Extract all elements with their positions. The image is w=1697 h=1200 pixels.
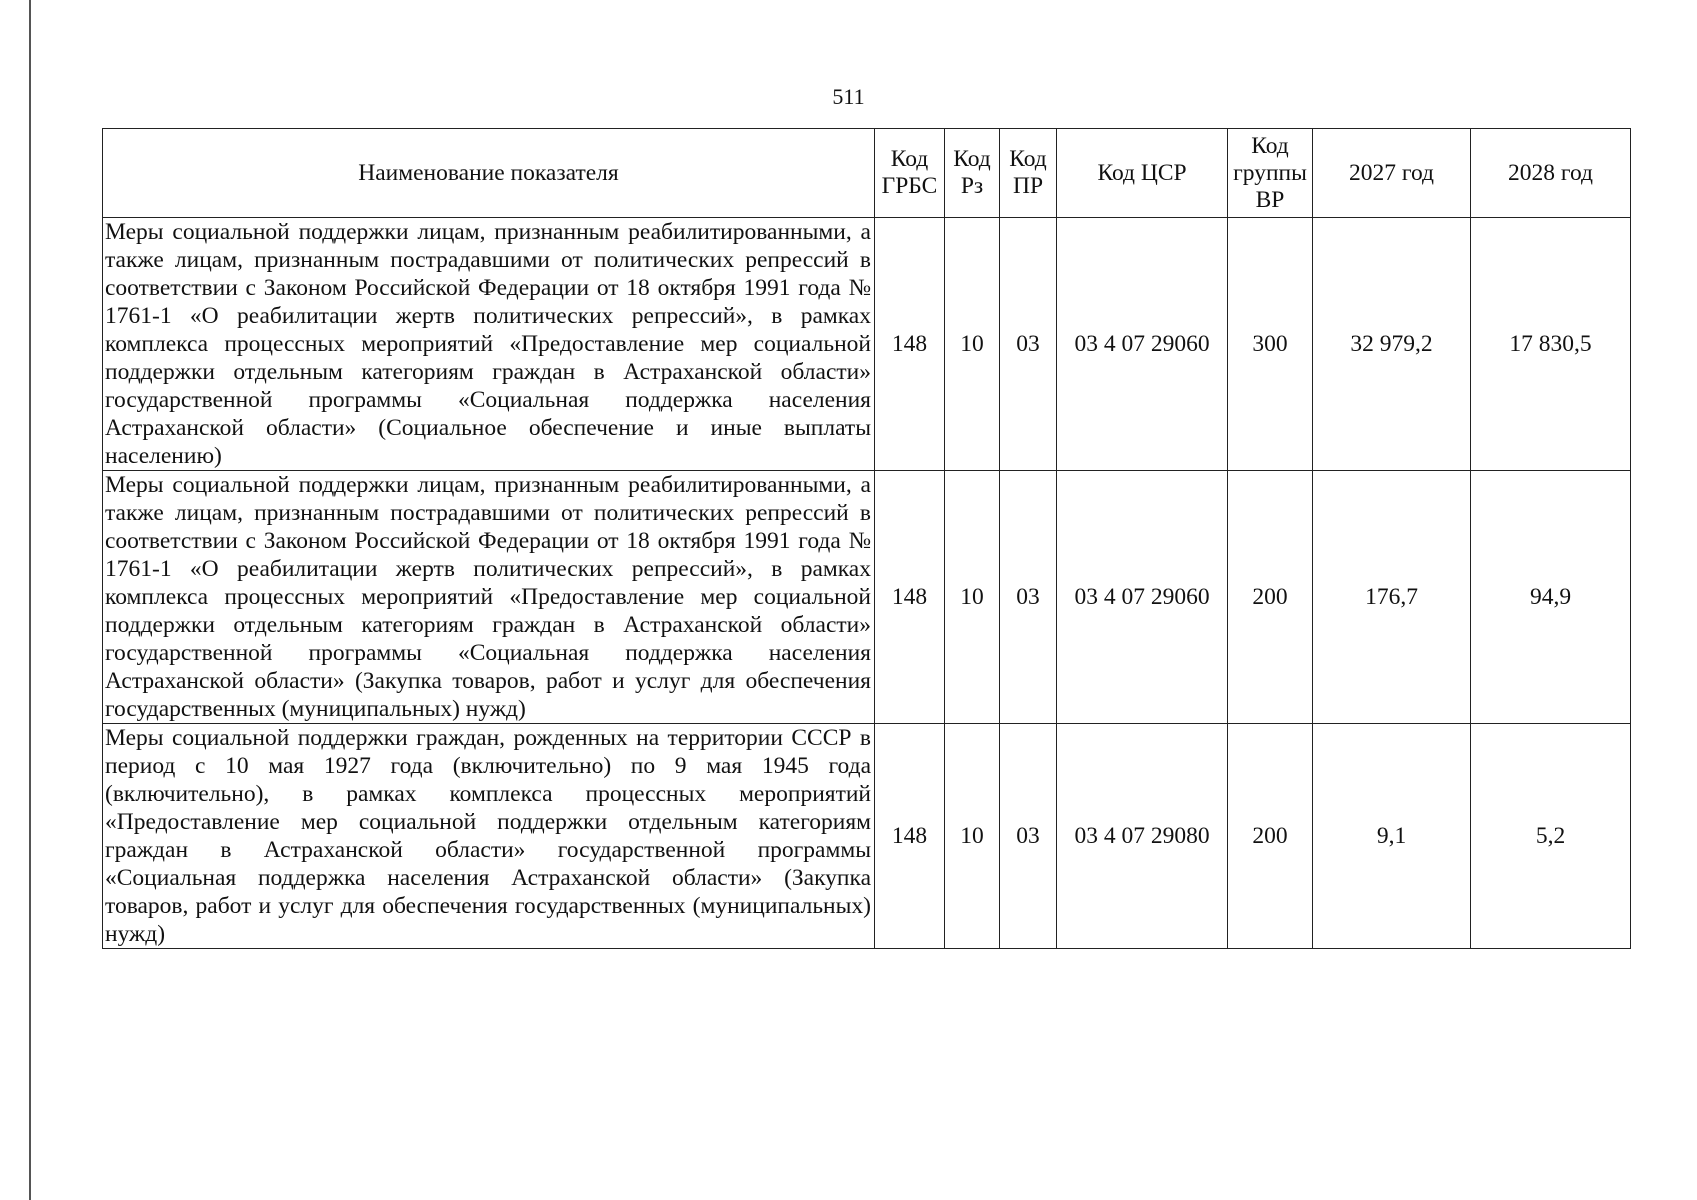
header-vr: Код группы ВР bbox=[1228, 129, 1313, 218]
grbs-code: 148 bbox=[875, 471, 945, 724]
table-header-row bbox=[103, 129, 1631, 218]
amount-2027: 176,7 bbox=[1313, 471, 1471, 724]
header-rz: Код Рз bbox=[945, 129, 1000, 218]
vr-group-code: 200 bbox=[1228, 724, 1313, 949]
grbs-code: 148 bbox=[875, 724, 945, 949]
csr-code: 03 4 07 29080 bbox=[1057, 724, 1228, 949]
table-row bbox=[103, 218, 1631, 471]
csr-code: 03 4 07 29060 bbox=[1057, 471, 1228, 724]
amount-2028: 94,9 bbox=[1471, 471, 1631, 724]
header-2028: 2028 год bbox=[1471, 129, 1631, 218]
pr-code: 03 bbox=[1000, 218, 1057, 471]
table-row bbox=[103, 471, 1631, 724]
amount-2028: 17 830,5 bbox=[1471, 218, 1631, 471]
rz-code: 10 bbox=[945, 218, 1000, 471]
header-csr: Код ЦСР bbox=[1057, 129, 1228, 218]
binding-margin-line bbox=[29, 0, 31, 1200]
amount-2027: 9,1 bbox=[1313, 724, 1471, 949]
header-grbs: Код ГРБС bbox=[875, 129, 945, 218]
budget-table bbox=[102, 128, 1631, 949]
indicator-name: Меры социальной поддержки граждан, рожденных на территории СССР в период с 10 мая 1927 года (включительно) по 9 мая 1945 года (включительно), в рамках комплекса процессных мероприятий «Предоставление мер социальной поддержки отдельным категориям граждан в Астраханской области» государственной программы «Социальная поддержка населения Астраханской области» (Закупка товаров, работ и услуг для обеспечения государственных (муниципальных) нужд) bbox=[103, 724, 875, 949]
header-name: Наименование показателя bbox=[103, 129, 875, 218]
grbs-code: 148 bbox=[875, 218, 945, 471]
vr-group-code: 200 bbox=[1228, 471, 1313, 724]
pr-code: 03 bbox=[1000, 724, 1057, 949]
indicator-name: Меры социальной поддержки лицам, признанным реабилитированными, а также лицам, признанным пострадавшими от политических репрессий в соответствии с Законом Российской Федерации от 18 октября 1991 года № 1761-1 «О реабилитации жертв политических репрессий», в рамках комплекса процессных мероприятий «Предоставление мер социальной поддержки отдельным категориям граждан в Астраханской области» государственной программы «Социальная поддержка населения Астраханской области» (Социальное обеспечение и иные выплаты населению) bbox=[103, 218, 875, 471]
rz-code: 10 bbox=[945, 724, 1000, 949]
rz-code: 10 bbox=[945, 471, 1000, 724]
header-pr: Код ПР bbox=[1000, 129, 1057, 218]
page-number: 511 bbox=[832, 84, 865, 109]
amount-2027: 32 979,2 bbox=[1313, 218, 1471, 471]
indicator-name: Меры социальной поддержки лицам, признанным реабилитированными, а также лицам, признанным пострадавшими от политических репрессий в соответствии с Законом Российской Федерации от 18 октября 1991 года № 1761-1 «О реабилитации жертв политических репрессий», в рамках комплекса процессных мероприятий «Предоставление мер социальной поддержки отдельным категориям граждан в Астраханской области» государственной программы «Социальная поддержка населения Астраханской области» (Закупка товаров, работ и услуг для обеспечения государственных (муниципальных) нужд) bbox=[103, 471, 875, 724]
table-row bbox=[103, 724, 1631, 949]
pr-code: 03 bbox=[1000, 471, 1057, 724]
amount-2028: 5,2 bbox=[1471, 724, 1631, 949]
vr-group-code: 300 bbox=[1228, 218, 1313, 471]
csr-code: 03 4 07 29060 bbox=[1057, 218, 1228, 471]
header-2027: 2027 год bbox=[1313, 129, 1471, 218]
